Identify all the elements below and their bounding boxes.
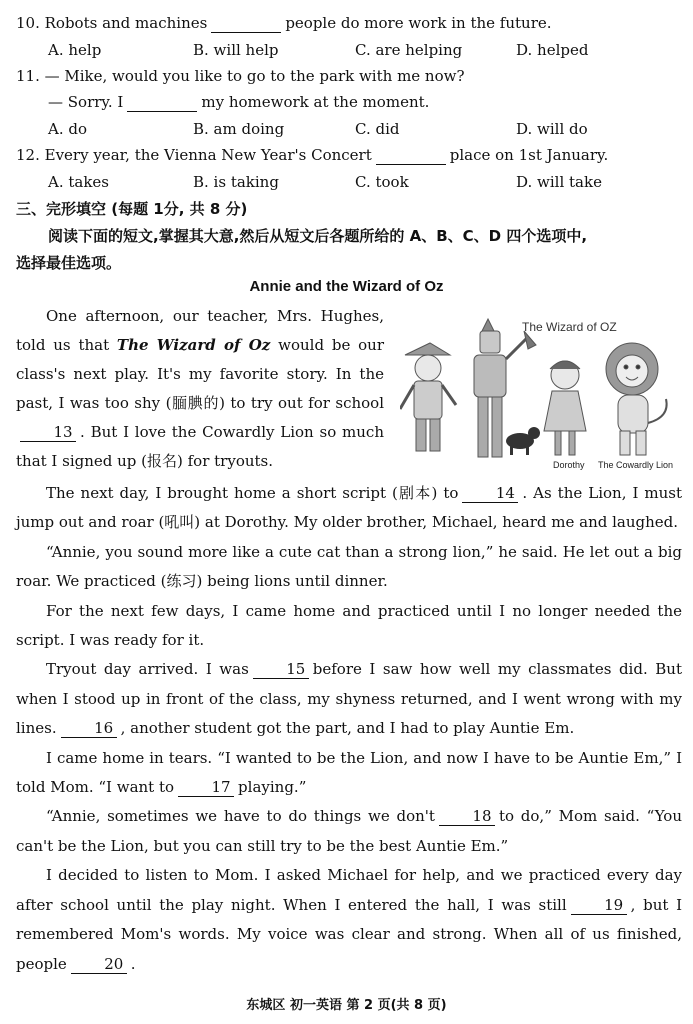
passage-body [16, 479, 682, 979]
question-text: 10. Robots and machines [16, 14, 208, 32]
paragraph-6: I came home in tears. “I wanted to be the Lion, and now I have to be Auntie Em,” I told Mom. “I want to 17 playing.” [16, 748, 682, 797]
question-12 [16, 144, 681, 166]
blank-20: 20 [71, 955, 127, 974]
section-instruction-cont: 选择最佳选项。 [16, 254, 122, 272]
blank-18: 18 [439, 807, 495, 826]
answer-blank [211, 14, 281, 33]
page-footer: 东城区 初一英语 第 2 页(共 8 页) [246, 998, 447, 1013]
caption-cowardly-lion: The Cowardly Lion [598, 460, 674, 470]
paragraph-1: One afternoon, our teacher, Mrs. Hughes, told us that The Wizard of Oz would be our class's next play. It's my favorite story. In the past, I was too shy (腼腆的) to try out for school13 . But I love the Cowardly Lion so much that I signed up (报名) for tryouts. [16, 307, 385, 470]
passage-title: Annie and the Wizard of Oz [249, 278, 444, 295]
option-c: C. did [355, 120, 400, 138]
wizard-of-oz-illustration [400, 313, 682, 473]
paragraph-3: “Annie, you sound more like a cute cat than a strong lion,” he said. He let out a big roar. We practiced (练习) being lions until dinner. [16, 542, 682, 591]
paragraph-4: For the next few days, I came home and practiced until I no longer needed the script. I was ready for it. [16, 601, 682, 650]
blank-16: 16 [61, 719, 117, 738]
option-a: A. do [48, 120, 88, 138]
question-10 [16, 12, 681, 34]
illustration-title: The Wizard of OZ [522, 320, 617, 334]
option-b: B. will help [193, 41, 279, 59]
blank-14: 14 [462, 484, 518, 503]
paragraph-5: Tryout day arrived. I was 15 before I saw how well my classmates did. But when I stood up in front of the class, my shyness returned, and I went wrong with my lines. 16 , another student got the part, and I had to play Auntie Em. [16, 660, 682, 738]
option-a: A. takes [48, 173, 110, 191]
dorothy-figure [544, 361, 586, 455]
question-text: — Sorry. I [48, 93, 124, 111]
question-text: 12. Every year, the Vienna New Year's Concert [16, 146, 372, 164]
answer-blank [127, 93, 197, 112]
cowardly-lion-figure [606, 343, 667, 455]
dog-figure [506, 427, 540, 455]
paragraph-8: I decided to listen to Mom. I asked Michael for help, and we practiced every day after school until the play night. When I entered the hall, I was still 19 , but I remembered Mom's words. My voice was clear and strong. When all of us finished, people 20 . [16, 866, 682, 973]
book-title: The Wizard of Oz [116, 336, 271, 354]
paragraph-2: The next day, I brought home a short script (剧本) to 14 . As the Lion, I must jump out and roar (吼叫) at Dorothy. My older brother, Michael, heard me and laughed. [16, 484, 682, 532]
scarecrow-figure [400, 343, 456, 451]
blank-13: 13 [20, 423, 76, 442]
section-instruction: 阅读下面的短文,掌握其大意,然后从短文后各题所给的 A、B、C、D 四个选项中, [48, 227, 588, 245]
paragraph-7: “Annie, sometimes we have to do things we don't 18 to do,” Mom said. “You can't be the Lion, but you can still try to be the best Auntie Em.” [16, 807, 682, 855]
question-11: 11. — Mike, would you like to go to the park with me now? [16, 67, 465, 85]
option-d: D. helped [516, 41, 589, 59]
blank-17: 17 [178, 778, 234, 797]
section-heading: 三、完形填空 (每题 1分, 共 8 分) [16, 200, 248, 218]
illustration-drawing [400, 313, 682, 473]
blank-19: 19 [571, 896, 627, 915]
option-b: B. am doing [193, 120, 285, 138]
question-11-reply [48, 91, 681, 113]
answer-blank [376, 146, 446, 165]
question-text: place on 1st January. [449, 146, 609, 164]
caption-dorothy: Dorothy [553, 460, 585, 470]
question-text: my homework at the moment. [201, 93, 430, 111]
blank-15: 15 [253, 660, 309, 679]
option-b: B. is taking [193, 173, 279, 191]
question-text: people do more work in the future. [285, 14, 552, 32]
option-c: C. are helping [355, 41, 463, 59]
option-d: D. will take [516, 173, 602, 191]
option-d: D. will do [516, 120, 588, 138]
option-a: A. help [48, 41, 102, 59]
option-c: C. took [355, 173, 409, 191]
